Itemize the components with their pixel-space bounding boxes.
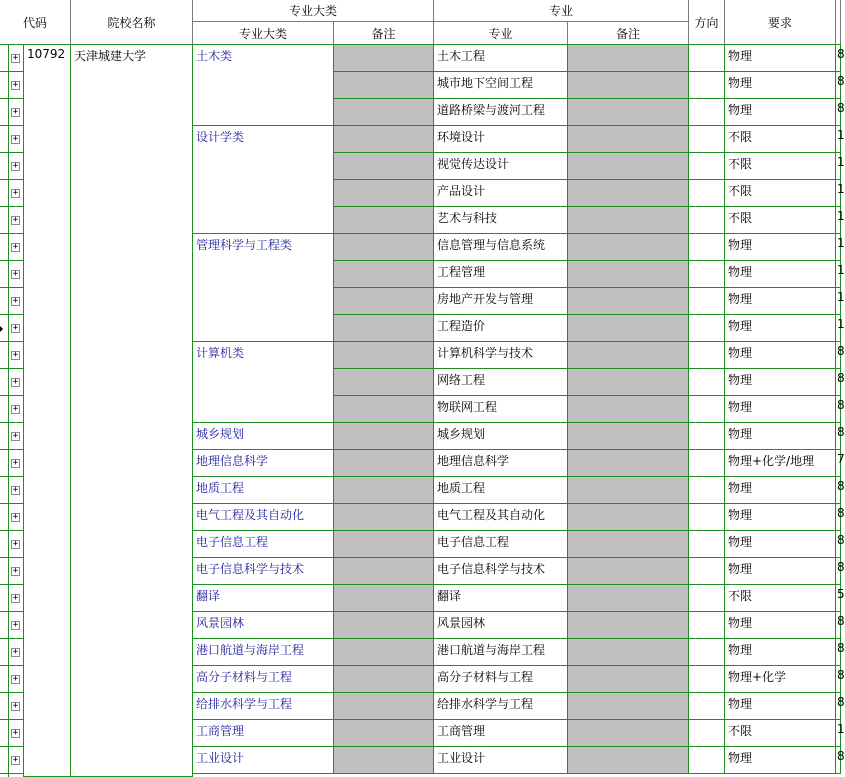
- column-header-major-note[interactable]: 备注: [568, 22, 689, 45]
- expand-toggle-icon[interactable]: +: [12, 755, 19, 765]
- next-column-cell: 1: [836, 288, 841, 315]
- direction-cell: [689, 99, 725, 126]
- major-cell: 高分子材料与工程: [434, 666, 568, 693]
- major-note-cell: [568, 234, 689, 261]
- direction-cell: [689, 207, 725, 234]
- category-note-cell: [334, 342, 434, 369]
- row-separator: [0, 584, 24, 585]
- major-category-cell: 电气工程及其自动化: [193, 504, 334, 531]
- column-header-category-note[interactable]: 备注: [334, 22, 434, 45]
- expand-toggle-icon[interactable]: +: [12, 620, 19, 630]
- major-note-cell: [568, 693, 689, 720]
- major-note-cell: [568, 288, 689, 315]
- category-note-cell: [334, 99, 434, 126]
- direction-cell: [689, 639, 725, 666]
- row-separator: [0, 233, 24, 234]
- requirement-cell: 物理: [725, 315, 836, 342]
- major-note-cell: [568, 396, 689, 423]
- next-column-cell: 8: [836, 504, 841, 531]
- direction-cell: [689, 369, 725, 396]
- major-category-cell: 设计学类: [193, 126, 334, 234]
- row-separator: [0, 503, 24, 504]
- column-group-header-major: 专业: [434, 0, 689, 22]
- requirement-cell: 物理: [725, 342, 836, 369]
- row-separator: [0, 179, 24, 180]
- major-category-cell: 电子信息工程: [193, 531, 334, 558]
- expand-toggle-icon[interactable]: +: [12, 188, 19, 198]
- row-separator: [0, 692, 24, 693]
- next-column-cell: 8: [836, 369, 841, 396]
- column-header-school-name[interactable]: 院校名称: [71, 0, 193, 45]
- direction-cell: [689, 720, 725, 747]
- requirement-cell: 物理: [725, 477, 836, 504]
- row-separator: [0, 314, 24, 315]
- major-cell: 环境设计: [434, 126, 568, 153]
- major-note-cell: [568, 180, 689, 207]
- column-group-header-major-category: 专业大类: [193, 0, 434, 22]
- major-cell: 产品设计: [434, 180, 568, 207]
- expand-toggle-icon[interactable]: +: [12, 350, 19, 360]
- major-category-cell: 工商管理: [193, 720, 334, 747]
- requirement-cell: 物理: [725, 288, 836, 315]
- expand-toggle-icon[interactable]: +: [12, 458, 19, 468]
- school-code-cell: 10792: [24, 45, 71, 777]
- direction-cell: [689, 234, 725, 261]
- next-column-cell: 8: [836, 423, 841, 450]
- requirement-cell: 不限: [725, 153, 836, 180]
- major-note-cell: [568, 126, 689, 153]
- direction-cell: [689, 180, 725, 207]
- direction-cell: [689, 72, 725, 99]
- direction-cell: [689, 261, 725, 288]
- requirement-cell: 物理: [725, 639, 836, 666]
- major-cell: 给排水科学与工程: [434, 693, 568, 720]
- expand-toggle-icon[interactable]: +: [12, 701, 19, 711]
- next-column-cell: 8: [836, 45, 841, 72]
- requirement-cell: 不限: [725, 585, 836, 612]
- major-cell: 地质工程: [434, 477, 568, 504]
- expand-toggle-icon[interactable]: +: [12, 323, 19, 333]
- category-note-cell: [334, 126, 434, 153]
- expand-toggle-icon[interactable]: +: [12, 107, 19, 117]
- category-note-cell: [334, 477, 434, 504]
- category-note-cell: [334, 639, 434, 666]
- category-note-cell: [334, 585, 434, 612]
- major-cell: 土木工程: [434, 45, 568, 72]
- column-header-requirement[interactable]: 要求: [725, 0, 836, 45]
- major-category-cell: 城乡规划: [193, 423, 334, 450]
- direction-cell: [689, 747, 725, 774]
- next-column-cell: 1: [836, 180, 841, 207]
- requirement-cell: 不限: [725, 180, 836, 207]
- category-note-cell: [334, 720, 434, 747]
- direction-cell: [689, 612, 725, 639]
- row-separator: [0, 71, 24, 72]
- category-note-cell: [334, 72, 434, 99]
- requirement-cell: 物理: [725, 423, 836, 450]
- direction-cell: [689, 558, 725, 585]
- direction-cell: [689, 477, 725, 504]
- row-separator: [0, 557, 24, 558]
- next-column-cell: 8: [836, 747, 841, 774]
- row-separator: [0, 773, 24, 774]
- row-separator: [0, 206, 24, 207]
- requirement-cell: 物理: [725, 396, 836, 423]
- next-column-cell: 8: [836, 666, 841, 693]
- category-note-cell: [334, 666, 434, 693]
- major-cell: 艺术与科技: [434, 207, 568, 234]
- requirement-cell: 物理+化学/地理: [725, 450, 836, 477]
- expand-toggle-icon[interactable]: +: [12, 485, 19, 495]
- requirement-cell: 物理: [725, 558, 836, 585]
- expand-toggle-icon[interactable]: +: [12, 377, 19, 387]
- major-cell: 工商管理: [434, 720, 568, 747]
- category-note-cell: [334, 315, 434, 342]
- expand-toggle-icon[interactable]: +: [12, 674, 19, 684]
- category-note-cell: [334, 504, 434, 531]
- row-separator: [0, 98, 24, 99]
- direction-cell: [689, 126, 725, 153]
- requirement-cell: 不限: [725, 126, 836, 153]
- major-note-cell: [568, 72, 689, 99]
- direction-cell: [689, 693, 725, 720]
- row-separator: [0, 638, 24, 639]
- major-category-cell: 风景园林: [193, 612, 334, 639]
- requirement-cell: 物理: [725, 693, 836, 720]
- next-column-cell: 1: [836, 126, 841, 153]
- row-separator: [0, 152, 24, 153]
- row-separator: [0, 368, 24, 369]
- row-separator: [0, 125, 24, 126]
- major-cell: 城市地下空间工程: [434, 72, 568, 99]
- major-cell: 房地产开发与管理: [434, 288, 568, 315]
- major-cell: 视觉传达设计: [434, 153, 568, 180]
- major-note-cell: [568, 531, 689, 558]
- major-cell: 城乡规划: [434, 423, 568, 450]
- category-note-cell: [334, 234, 434, 261]
- major-note-cell: [568, 450, 689, 477]
- expand-toggle-icon[interactable]: +: [12, 269, 19, 279]
- requirement-cell: 物理: [725, 45, 836, 72]
- major-cell: 电子信息工程: [434, 531, 568, 558]
- requirement-cell: 物理: [725, 261, 836, 288]
- major-note-cell: [568, 558, 689, 585]
- next-column-cell: 1: [836, 207, 841, 234]
- expand-toggle-icon[interactable]: +: [12, 566, 19, 576]
- row-separator: [0, 449, 24, 450]
- expand-toggle-icon[interactable]: +: [12, 53, 19, 63]
- major-note-cell: [568, 720, 689, 747]
- column-header-code[interactable]: 代码: [0, 0, 71, 45]
- major-note-cell: [568, 666, 689, 693]
- row-separator: [0, 746, 24, 747]
- major-category-cell: 给排水科学与工程: [193, 693, 334, 720]
- grid-line: [0, 44, 841, 45]
- row-separator: [0, 530, 24, 531]
- category-note-cell: [334, 369, 434, 396]
- requirement-cell: 物理: [725, 747, 836, 774]
- row-separator: [0, 665, 24, 666]
- requirement-cell: 物理: [725, 72, 836, 99]
- category-note-cell: [334, 45, 434, 72]
- expand-toggle-icon[interactable]: +: [12, 728, 19, 738]
- column-header-direction[interactable]: 方向: [689, 0, 725, 45]
- category-note-cell: [334, 531, 434, 558]
- direction-cell: [689, 531, 725, 558]
- major-category-cell: 港口航道与海岸工程: [193, 639, 334, 666]
- next-column-cell: 8: [836, 99, 841, 126]
- major-category-cell: 地质工程: [193, 477, 334, 504]
- major-note-cell: [568, 315, 689, 342]
- expand-toggle-icon[interactable]: +: [12, 242, 19, 252]
- requirement-cell: 物理: [725, 504, 836, 531]
- expand-toggle-icon[interactable]: +: [12, 593, 19, 603]
- major-cell: 计算机科学与技术: [434, 342, 568, 369]
- major-cell: 工程管理: [434, 261, 568, 288]
- expand-toggle-icon[interactable]: +: [12, 512, 19, 522]
- next-column-cell: 8: [836, 477, 841, 504]
- requirement-cell: 物理: [725, 234, 836, 261]
- requirement-cell: 物理+化学: [725, 666, 836, 693]
- row-separator: [0, 719, 24, 720]
- column-header-next[interactable]: [836, 0, 841, 45]
- major-note-cell: [568, 207, 689, 234]
- major-cell: 信息管理与信息系统: [434, 234, 568, 261]
- major-cell: 网络工程: [434, 369, 568, 396]
- next-column-cell: 8: [836, 639, 841, 666]
- category-note-cell: [334, 450, 434, 477]
- major-cell: 物联网工程: [434, 396, 568, 423]
- direction-cell: [689, 585, 725, 612]
- major-note-cell: [568, 612, 689, 639]
- row-separator: [0, 611, 24, 612]
- major-cell: 电气工程及其自动化: [434, 504, 568, 531]
- row-separator: [0, 287, 24, 288]
- major-category-cell: 工业设计: [193, 747, 334, 774]
- major-cell: 电子信息科学与技术: [434, 558, 568, 585]
- column-header-major[interactable]: 专业: [434, 22, 568, 45]
- major-note-cell: [568, 261, 689, 288]
- next-column-cell: 1: [836, 261, 841, 288]
- major-cell: 道路桥梁与渡河工程: [434, 99, 568, 126]
- category-note-cell: [334, 288, 434, 315]
- next-column-cell: 1: [836, 153, 841, 180]
- school-name-cell: 天津城建大学: [71, 45, 193, 777]
- direction-cell: [689, 666, 725, 693]
- major-category-cell: 地理信息科学: [193, 450, 334, 477]
- next-column-cell: 5: [836, 585, 841, 612]
- category-note-cell: [334, 261, 434, 288]
- major-note-cell: [568, 639, 689, 666]
- direction-cell: [689, 153, 725, 180]
- direction-cell: [689, 45, 725, 72]
- major-cell: 风景园林: [434, 612, 568, 639]
- major-note-cell: [568, 342, 689, 369]
- requirement-cell: 物理: [725, 612, 836, 639]
- major-cell: 工业设计: [434, 747, 568, 774]
- requirement-cell: 不限: [725, 720, 836, 747]
- expand-toggle-icon[interactable]: +: [12, 647, 19, 657]
- row-separator: [0, 395, 24, 396]
- requirement-cell: 物理: [725, 369, 836, 396]
- row-separator: [0, 341, 24, 342]
- major-note-cell: [568, 423, 689, 450]
- expand-toggle-icon[interactable]: +: [12, 215, 19, 225]
- requirement-cell: 物理: [725, 99, 836, 126]
- major-cell: 翻译: [434, 585, 568, 612]
- category-note-cell: [334, 396, 434, 423]
- expand-toggle-icon[interactable]: +: [12, 296, 19, 306]
- major-category-cell: 电子信息科学与技术: [193, 558, 334, 585]
- direction-cell: [689, 504, 725, 531]
- category-note-cell: [334, 153, 434, 180]
- major-note-cell: [568, 153, 689, 180]
- major-category-cell: 计算机类: [193, 342, 334, 423]
- row-separator: [0, 422, 24, 423]
- major-note-cell: [568, 585, 689, 612]
- major-note-cell: [568, 99, 689, 126]
- requirement-cell: 不限: [725, 207, 836, 234]
- requirement-cell: 物理: [725, 531, 836, 558]
- direction-cell: [689, 423, 725, 450]
- next-column-cell: 8: [836, 612, 841, 639]
- major-category-cell: 土木类: [193, 45, 334, 126]
- expand-toggle-icon[interactable]: +: [12, 404, 19, 414]
- category-note-cell: [334, 558, 434, 585]
- next-column-cell: 7: [836, 450, 841, 477]
- current-row-marker-icon: [0, 326, 3, 332]
- category-note-cell: [334, 747, 434, 774]
- major-note-cell: [568, 369, 689, 396]
- expand-toggle-icon[interactable]: +: [12, 539, 19, 549]
- major-note-cell: [568, 504, 689, 531]
- next-column-cell: 8: [836, 558, 841, 585]
- next-column-cell: 1: [836, 234, 841, 261]
- category-note-cell: [334, 180, 434, 207]
- expand-toggle-icon[interactable]: +: [12, 80, 19, 90]
- direction-cell: [689, 396, 725, 423]
- major-note-cell: [568, 45, 689, 72]
- row-separator: [0, 476, 24, 477]
- category-note-cell: [334, 207, 434, 234]
- major-cell: 工程造价: [434, 315, 568, 342]
- category-note-cell: [334, 693, 434, 720]
- expand-toggle-icon[interactable]: +: [12, 134, 19, 144]
- major-note-cell: [568, 477, 689, 504]
- major-category-cell: 翻译: [193, 585, 334, 612]
- next-column-cell: 8: [836, 72, 841, 99]
- major-category-cell: 高分子材料与工程: [193, 666, 334, 693]
- direction-cell: [689, 342, 725, 369]
- grid-line: [8, 44, 9, 777]
- column-header-major-category[interactable]: 专业大类: [193, 22, 334, 45]
- direction-cell: [689, 450, 725, 477]
- row-separator: [0, 260, 24, 261]
- next-column-cell: 1: [836, 315, 841, 342]
- next-column-cell: 8: [836, 396, 841, 423]
- direction-cell: [689, 315, 725, 342]
- next-column-cell: 1: [836, 720, 841, 747]
- major-category-cell: 管理科学与工程类: [193, 234, 334, 342]
- major-cell: 港口航道与海岸工程: [434, 639, 568, 666]
- next-column-cell: 8: [836, 531, 841, 558]
- direction-cell: [689, 288, 725, 315]
- next-column-cell: 8: [836, 342, 841, 369]
- next-column-cell: 8: [836, 693, 841, 720]
- category-note-cell: [334, 612, 434, 639]
- major-note-cell: [568, 747, 689, 774]
- major-cell: 地理信息科学: [434, 450, 568, 477]
- category-note-cell: [334, 423, 434, 450]
- expand-toggle-icon[interactable]: +: [12, 161, 19, 171]
- expand-toggle-icon[interactable]: +: [12, 431, 19, 441]
